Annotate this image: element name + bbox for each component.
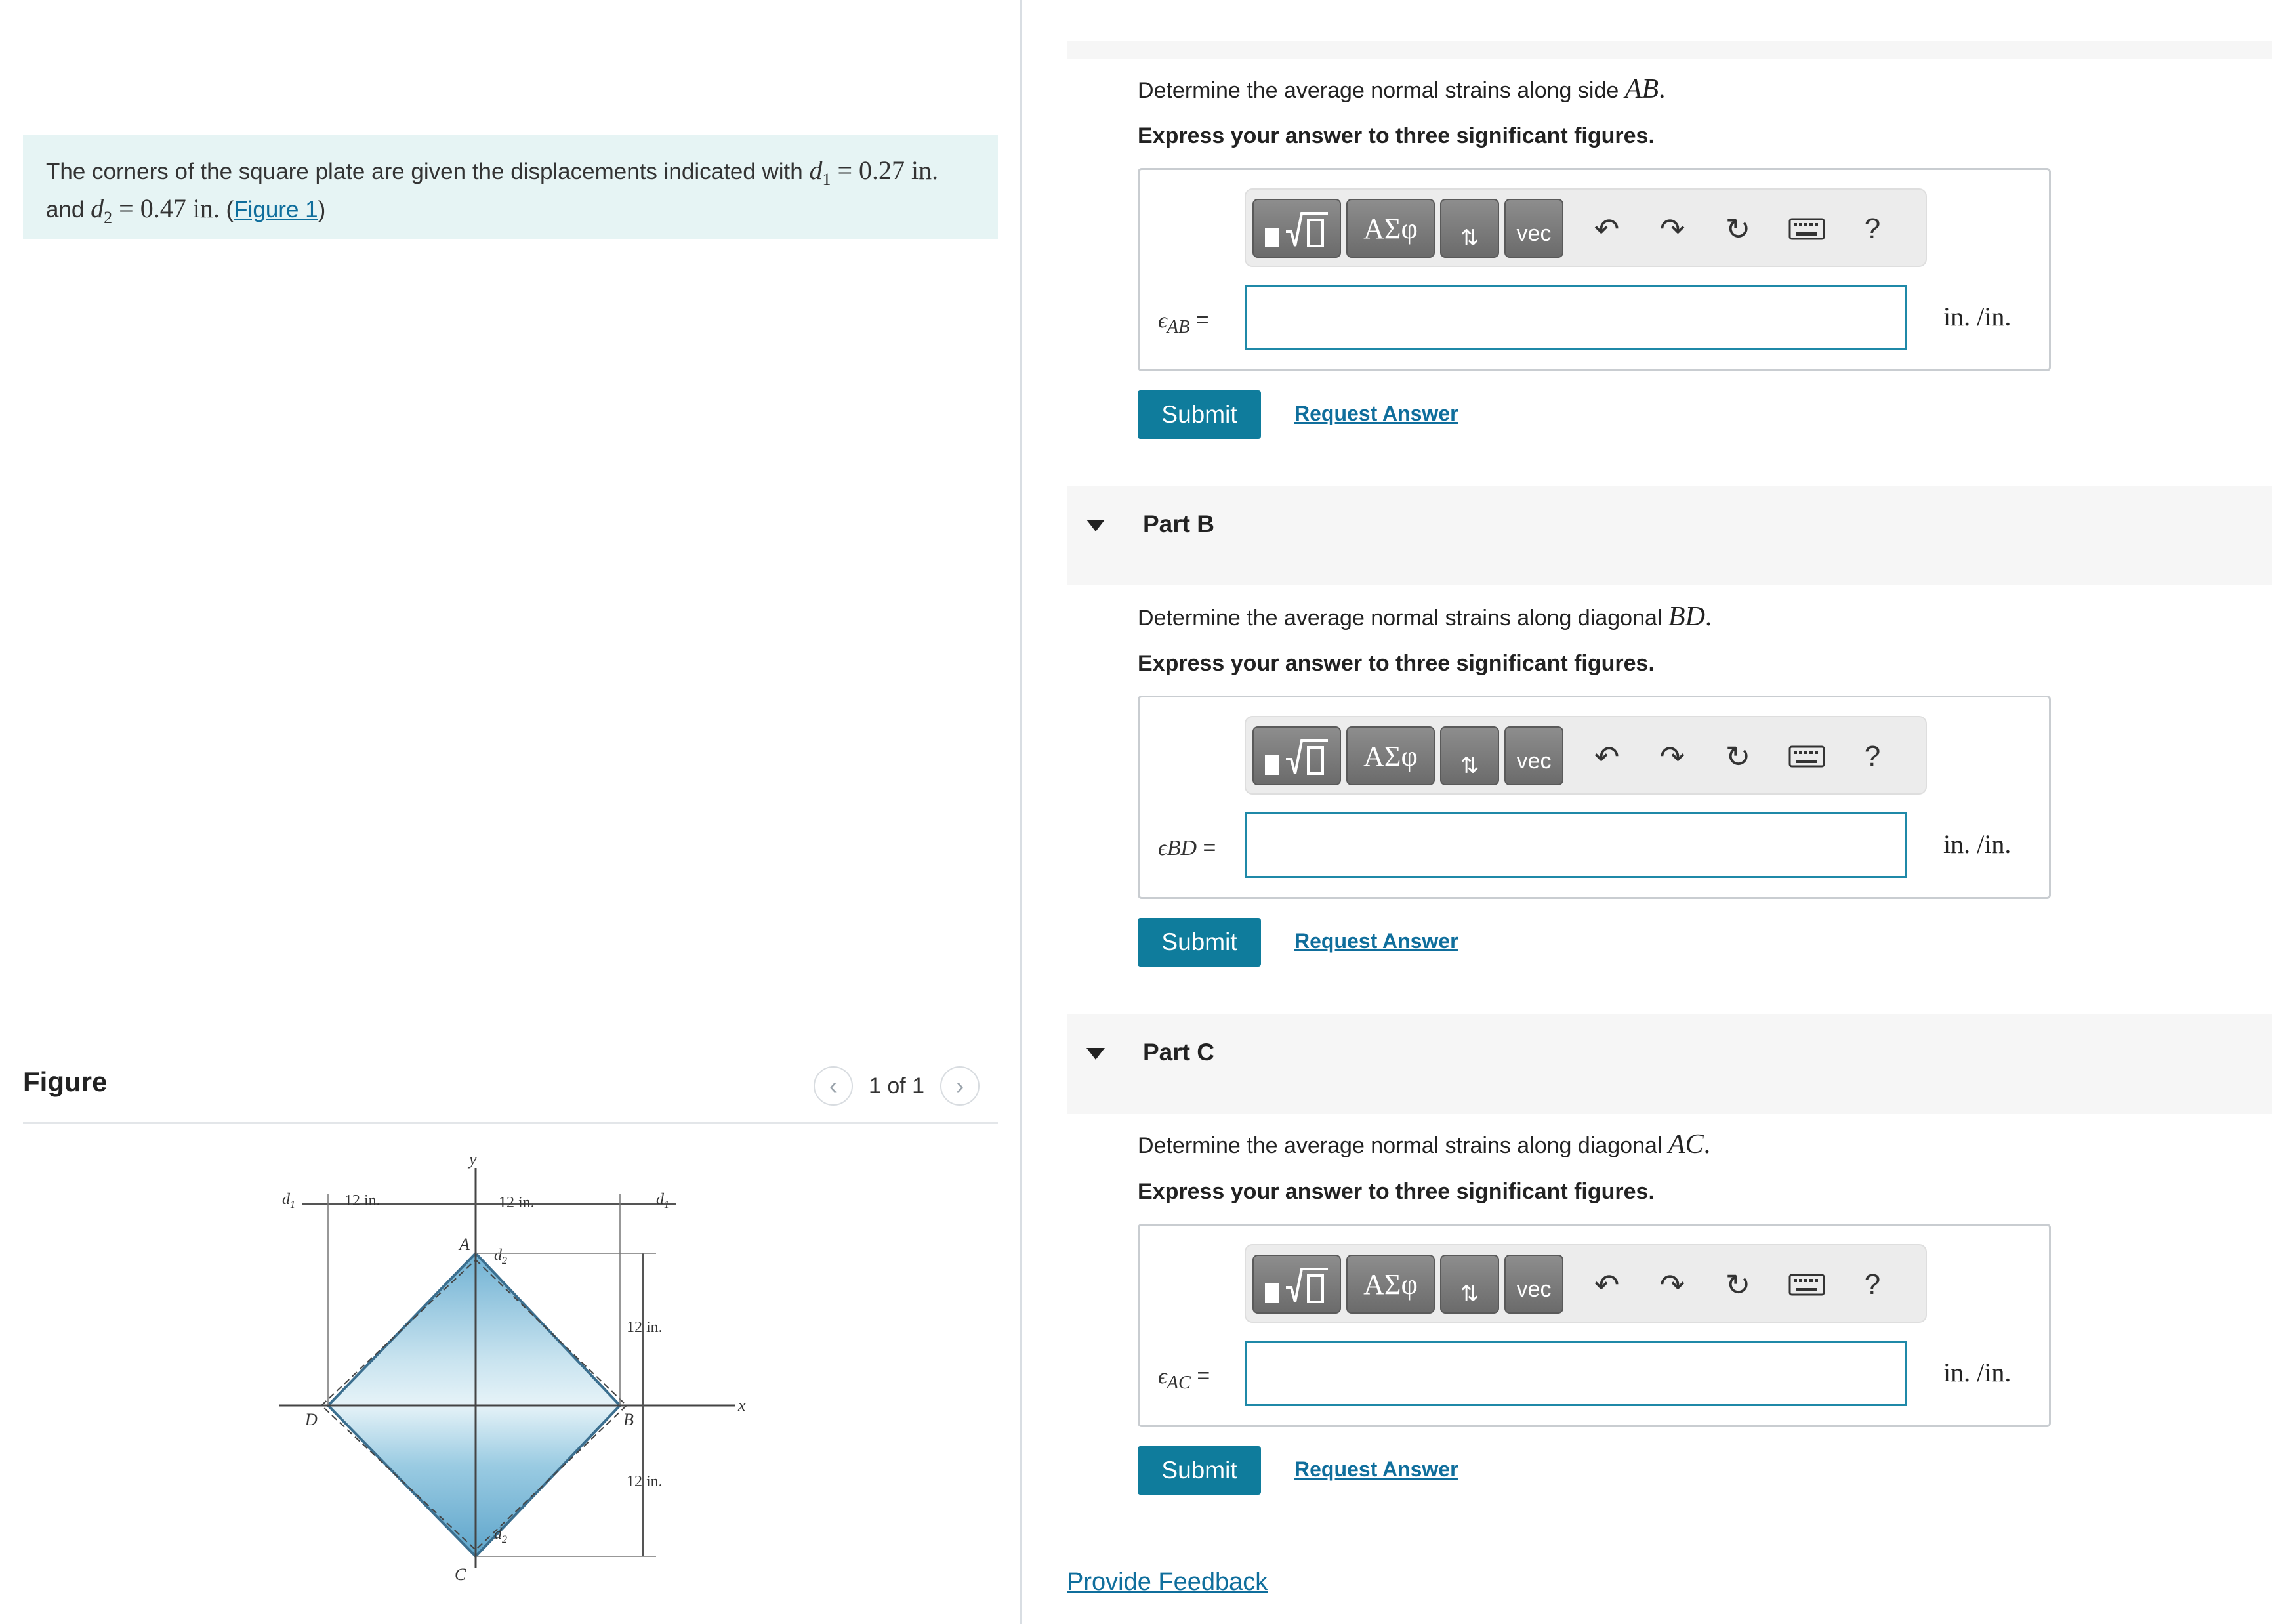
subscript-icon[interactable]: ⇅ xyxy=(1440,199,1499,258)
dim-right-top: 12 in. xyxy=(627,1319,663,1336)
d2-expression: $d_2 = 0.47$ in. xyxy=(91,194,220,227)
subscript-icon[interactable]: ⇅ xyxy=(1440,726,1499,785)
templates-icon[interactable] xyxy=(1252,726,1341,785)
keyboard-icon[interactable] xyxy=(1784,209,1830,249)
templates-icon[interactable] xyxy=(1252,1255,1341,1314)
part-c-submit-button[interactable]: Submit xyxy=(1138,1446,1261,1495)
part-c-question: Determine the average normal strains along diagonal AC. xyxy=(1138,1129,1711,1159)
part-b-request-answer-link[interactable]: Request Answer xyxy=(1294,929,1458,953)
part-a-instruction: Express your answer to three significant figures. xyxy=(1138,123,1655,148)
part-b-submit-button[interactable]: Submit xyxy=(1138,918,1261,967)
vector-icon[interactable]: vec xyxy=(1504,726,1563,785)
undo-icon[interactable]: ↶ xyxy=(1594,739,1620,774)
figure-page-count: 1 of 1 xyxy=(869,1073,925,1098)
subscript-icon[interactable]: ⇅ xyxy=(1440,1255,1499,1314)
figure-link[interactable]: Figure 1 xyxy=(234,197,318,222)
part-a-request-answer-link[interactable]: Request Answer xyxy=(1294,402,1458,425)
part-b-answer-box xyxy=(1138,696,2051,899)
part-c-instruction: Express your answer to three significant figures. xyxy=(1138,1179,1655,1204)
part-c-header[interactable] xyxy=(1067,1014,2272,1114)
dim-right-bottom: 12 in. xyxy=(627,1473,663,1490)
help-icon[interactable]: ? xyxy=(1864,1268,1881,1301)
problem-text: The corners of the square plate are given the displacements indicated with $d_1 = 0.27$ in. and $d_2 = 0.47$ in. (Figure 1) xyxy=(46,156,939,227)
corner-a-label: A xyxy=(459,1235,470,1254)
d2-bottom-label: $d_2$ xyxy=(494,1526,507,1545)
math-toolbar xyxy=(1245,716,1927,795)
reset-icon[interactable]: ↻ xyxy=(1725,739,1751,774)
part-a-question: Determine the average normal strains along side AB. xyxy=(1138,74,1666,104)
answer-panel xyxy=(1022,0,2272,1624)
figure-title: Figure xyxy=(23,1066,108,1097)
d1-expression: $d_1 = 0.27$ in. xyxy=(809,156,939,189)
square-plate-figure xyxy=(249,1142,774,1588)
dim-top-right: 12 in. xyxy=(499,1194,535,1211)
part-b-question: Determine the average normal strains along diagonal BD. xyxy=(1138,602,1712,632)
epsilon-ab-label: $\epsilon_{AB}$ = xyxy=(1158,308,1209,337)
epsilon-ab-input[interactable] xyxy=(1245,285,1907,350)
epsilon-bd-input[interactable] xyxy=(1245,812,1907,878)
part-b-title: Part B xyxy=(1143,510,1214,537)
part-b-units: in. /in. xyxy=(1943,829,2012,859)
undo-icon[interactable]: ↶ xyxy=(1594,212,1620,246)
part-a-header xyxy=(1067,41,2272,59)
caret-down-icon xyxy=(1086,1048,1105,1060)
redo-icon[interactable]: ↷ xyxy=(1659,739,1685,774)
x-label: x xyxy=(738,1396,746,1415)
math-toolbar xyxy=(1245,188,1927,267)
part-c-target: AC. xyxy=(1668,1129,1711,1159)
y-label: y xyxy=(469,1150,477,1169)
part-c-request-answer-link[interactable]: Request Answer xyxy=(1294,1457,1458,1481)
help-icon[interactable]: ? xyxy=(1864,740,1881,772)
part-c-title: Part C xyxy=(1143,1039,1214,1066)
epsilon-ac-input[interactable] xyxy=(1245,1341,1907,1406)
problem-and: and xyxy=(46,197,85,222)
vector-icon[interactable]: vec xyxy=(1504,1255,1563,1314)
vector-icon[interactable]: vec xyxy=(1504,199,1563,258)
epsilon-ac-label: $\epsilon_{AC}$ = xyxy=(1158,1364,1210,1393)
part-c-answer-box xyxy=(1138,1224,2051,1427)
templates-icon[interactable] xyxy=(1252,199,1341,258)
d1-right-label: $d_1$ xyxy=(656,1191,669,1211)
caret-down-icon xyxy=(1086,520,1105,531)
math-toolbar xyxy=(1245,1244,1927,1323)
part-c-units: in. /in. xyxy=(1943,1358,2012,1387)
greek-icon[interactable]: ΑΣφ xyxy=(1346,1255,1435,1314)
part-a-units: in. /in. xyxy=(1943,302,2012,331)
part-a-target: AB. xyxy=(1624,74,1666,104)
dim-top-left: 12 in. xyxy=(344,1192,381,1209)
problem-statement xyxy=(23,135,998,239)
chevron-left-icon[interactable]: ‹ xyxy=(814,1066,853,1106)
redo-icon[interactable]: ↷ xyxy=(1659,212,1685,246)
undo-icon[interactable]: ↶ xyxy=(1594,1268,1620,1302)
d2-top-label: $d_2$ xyxy=(494,1247,507,1266)
keyboard-icon[interactable] xyxy=(1784,737,1830,776)
redo-icon[interactable]: ↷ xyxy=(1659,1268,1685,1302)
part-a-answer-box xyxy=(1138,168,2051,371)
keyboard-icon[interactable] xyxy=(1784,1265,1830,1304)
part-b-target: BD. xyxy=(1668,602,1712,632)
greek-icon[interactable]: ΑΣφ xyxy=(1346,199,1435,258)
epsilon-bd-label: ϵBD = xyxy=(1158,835,1216,860)
chevron-right-icon[interactable]: › xyxy=(940,1066,980,1106)
problem-panel xyxy=(0,0,1022,1624)
part-a-submit-button[interactable]: Submit xyxy=(1138,390,1261,439)
d1-left-label: $d_1$ xyxy=(282,1191,295,1211)
provide-feedback-link[interactable]: Provide Feedback xyxy=(1067,1568,1268,1596)
reset-icon[interactable]: ↻ xyxy=(1725,1268,1751,1302)
greek-icon[interactable]: ΑΣφ xyxy=(1346,726,1435,785)
help-icon[interactable]: ? xyxy=(1864,213,1881,245)
corner-d-label: D xyxy=(305,1410,318,1429)
problem-intro: The corners of the square plate are given the displacements indicated with xyxy=(46,159,803,184)
part-b-header[interactable] xyxy=(1067,486,2272,585)
figure-pagination xyxy=(814,1063,980,1109)
part-b-instruction: Express your answer to three significant figures. xyxy=(1138,651,1655,676)
corner-c-label: C xyxy=(455,1565,466,1584)
corner-b-label: B xyxy=(623,1410,634,1429)
figure-divider xyxy=(23,1122,998,1124)
reset-icon[interactable]: ↻ xyxy=(1725,212,1751,246)
